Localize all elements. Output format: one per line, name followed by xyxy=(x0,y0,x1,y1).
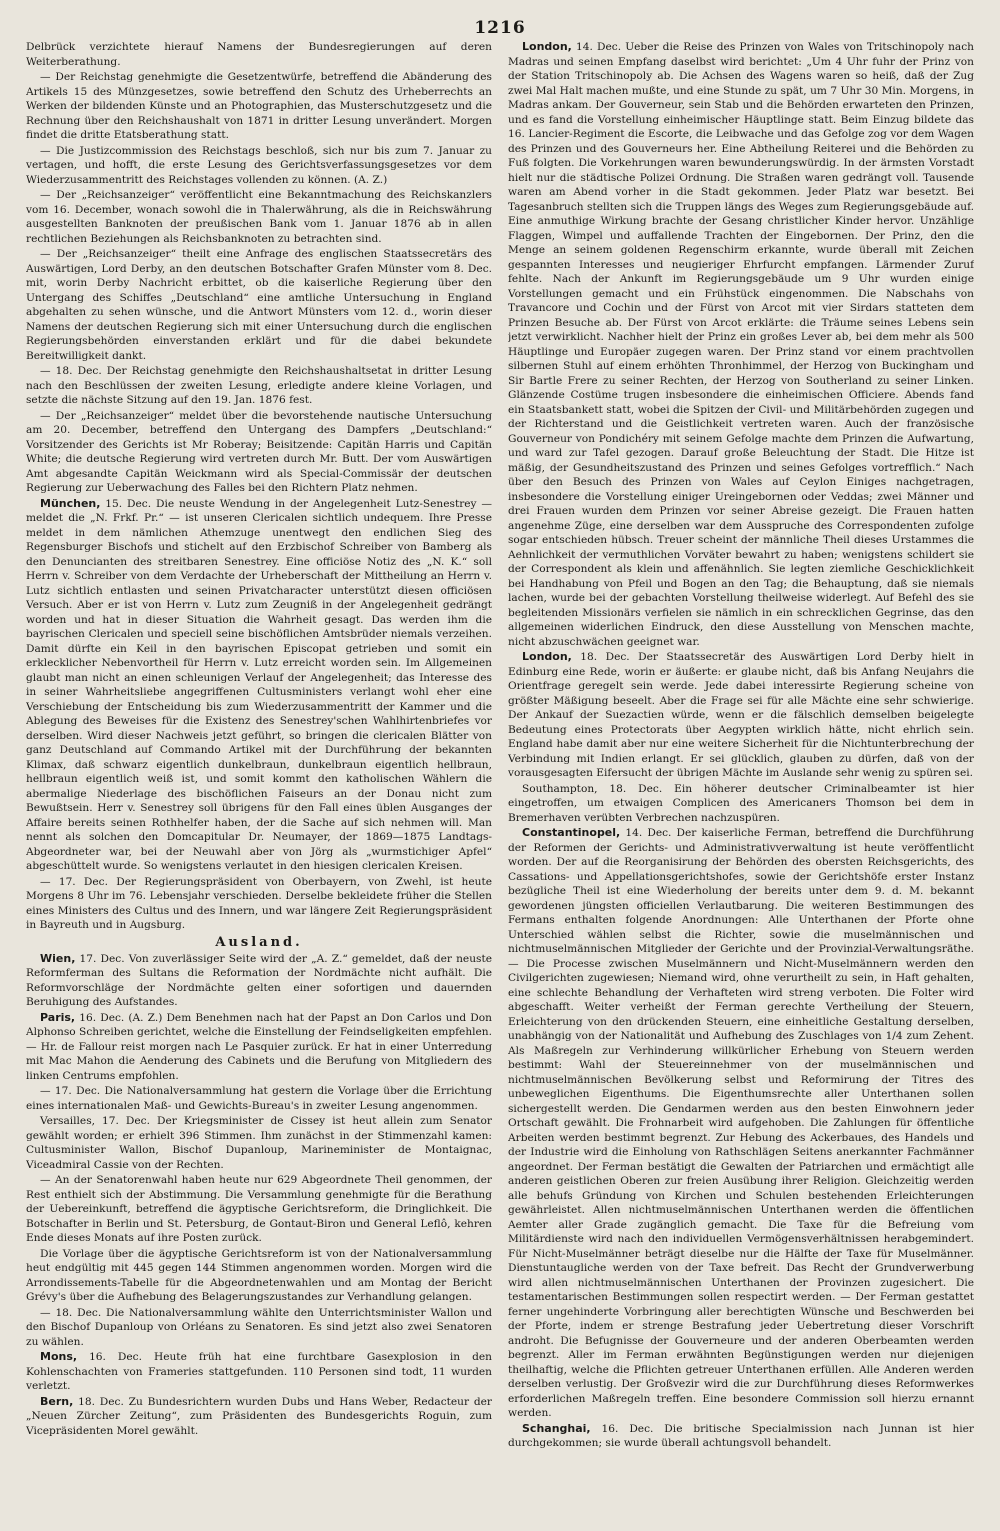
article-text: 17. Dec. Von zuverlässiger Seite wird der „A. Z.“ gemeldet, daß der neuste Reformferman des Sultans die Reformation der Nordmächte nicht aufhält. Die Reformvorschläge der Nordmächte gelten einer sofortigen und dauernden Beruhigung des Aufstandes. xyxy=(26,952,492,1008)
article-paragraph xyxy=(26,40,492,69)
article-text: — An der Senatorenwahl haben heute nur 629 Abgeordnete Theil genommen, der Rest enthielt sich der Abstimmung. Die Versammlung genehmigte für die Berathung der Uebereinkunft, betreffend die ägyptische Gerichtsreform, die Dringlichkeit. Die Botschafter in Berlin und St. Petersburg, de Gontaut-Biron und General Leflô, kehren Ende dieses Monats auf ihre Posten zurück. xyxy=(26,1174,492,1244)
article-paragraph xyxy=(26,1084,492,1113)
article-dateline: Mons, xyxy=(40,1350,78,1363)
article-paragraph xyxy=(26,1173,492,1246)
article-text: — Die Justizcommission des Reichstags beschloß, sich nur bis zum 7. Januar zu vertagen, und hofft, die erste Lesung des Gerichtsverfassungsgesetzes vor dem Wiederzusammentritt des Reichstages vollenden zu können. (A. Z.) xyxy=(26,144,492,186)
article-paragraph xyxy=(26,952,492,1010)
article-dateline: München, xyxy=(40,496,101,510)
article-text: 18. Dec. Der Staatssecretär des Auswärtigen Lord Derby hielt in Edinburg eine Rede, worin er äußerte: er glaube nicht, daß bis Anfang Neujahrs die Orientfrage geregelt sein werde. Jede dabei interessirte Regierung scheine von größter Mäßigung beseelt. Aber die Frage sei für alle Mächte eine sehr schwierige. Der Ankauf der Suezactien würde, wenn er die fälschlich demselben beigelegte Bedeutung eines Protectorats über Aegypten wirklich hätte, nicht ehrlich sein. England habe damit aber nur eine weitere Sicherheit für die Nichtunterbrechung der Verbindung mit Indien erlangt. Er sei glücklich, glauben zu dürfen, daß von der vorausgesagten Eifersucht der übrigen Mächte im Auslande sehr wenig zu spüren sei. xyxy=(508,651,974,779)
article-text: — 17. Dec. Die Nationalversammlung hat gestern die Vorlage über die Errichtung eines internationalen Maß- und Gewichts-Bureau's in zweiter Lesung angenommen. xyxy=(26,1085,492,1112)
article-text: 16. Dec. Heute früh hat eine furchtbare Gasexplosion in den Kohlenschachten von Frameries stattgefunden. 110 Personen sind todt, 11 wurden verletzt. xyxy=(26,1351,492,1392)
article-paragraph xyxy=(26,70,492,143)
article-text: 15. Dec. Die neuste Wendung in der Angelegenheit Lutz-Senestrey — meldet die „N. Frkf. Pr.“ — ist unseren Clericalen sichtlich undequem. Ihre Presse meldet in dem nämlichen Athemzuge unentwegt den endlichen Sieg des Regensburger Bischofs und stichelt auf den Erzbischof Schreiber von Bamberg als den Denuncianten des streitbaren Senestrey. Eine officiöse Notiz des „N. K.“ soll Herrn v. Schreiber von dem Verdachte der Urheberschaft der Mittheilung an Herrn v. Lutz sichtlich entlasten und seinen Privatcharacter unterstützt diesen officiösen Versuch. Aber er ist von Herrn v. Lutz zum Zeugniß in der Angelegenheit gedrängt worden und hat in dieser Situation die Wahrheit gesagt. Das werden ihm die bayrischen Clericalen und speciell seine bischöflichen Amtsbrüder niemals verzeihen. Damit dürfte ein Keil in den bayrischen Episcopat getrieben und somit ein erklecklicher Nebenvortheil für Herrn v. Lutz erreicht worden sein. Im Allgemeinen glaubt man nicht an einen schleunigen Verlauf der Angelegenheit; das Interesse des in seiner Wahrheitsliebe angegriffenen Cultusministers verlangt wohl eher eine Verschiebung der Entscheidung bis zum Wiederzusammentritt der Kammer und die Ablegung des Beweises für die Existenz des Senestrey'schen Wahlhirtenbriefes vor derselben. Wird dieser Nachweis jetzt geführt, so bringen die clericalen Blätter von ganz Deutschland auf Commando Artikel mit der Durchführung der bekannten Klimax, daß schwarz eigentlich dunkelbraun, dunkelbraun eigentlich hellbraun, hellbraun eigentlich weiß ist, und somit kommt den katholischen Wählern die abermalige Niederlage des bischöflichen Faiseurs an der Donau nicht zum Bewußtsein. Herr v. Senestrey soll übrigens für den Fall eines üblen Ausganges der Affaire bereits seinen Rothhelfer haben, der die Sache auf sich nehmen will. Man nennt als solchen den Domcapitular Dr. Neumayer, der 1869—1875 Landtags-Abgeordneter war, bei der Neuwahl aber von Jörg als „wurmstichiger Apfel“ abgeschüttelt wurde. So wenigstens verlautet in den hiesigen clericalen Kreisen. xyxy=(26,497,492,872)
article-dateline: Bern, xyxy=(40,1394,74,1408)
article-text: — Der „Reichsanzeiger“ veröffentlicht eine Bekanntmachung des Reichskanzlers vom 16. December, wonach sowohl die in Thalerwährung, als die in Reichswährung ausgestellten Banknoten der preußischen Bank vom 1. Januar 1876 ab in allen rechtlichen Beziehungen als Reichsbanknoten zu betrachten sind. xyxy=(26,189,492,245)
article-paragraph xyxy=(26,875,492,933)
columns xyxy=(26,40,974,1510)
article-paragraph xyxy=(26,247,492,363)
article-paragraph xyxy=(26,144,492,188)
article-paragraph xyxy=(508,1422,974,1451)
article-paragraph xyxy=(508,650,974,781)
article-text: — 17. Dec. Der Regierungspräsident von Oberbayern, von Zwehl, ist heute Morgens 8 Uhr im 76. Lebensjahr verschieden. Derselbe bekleidete früher die Stellen eines Ministers des Cultus und des Innern, und war längere Zeit Regierungspräsident in Bayreuth und in Augsburg. xyxy=(26,875,492,931)
article-paragraph xyxy=(26,1395,492,1439)
article-paragraph xyxy=(26,364,492,408)
article-paragraph xyxy=(26,1114,492,1172)
article-text: — 18. Dec. Der Reichstag genehmigte den Reichshaushaltsetat in dritter Lesung nach den Beschlüssen der zweiten Lesung, erledigte andere kleine Vorlagen, und setzte die nächste Sitzung auf den 19. Jan. 1876 fest. xyxy=(26,365,492,406)
article-paragraph xyxy=(508,40,974,649)
article-paragraph xyxy=(26,1247,492,1305)
left-column xyxy=(26,40,492,1510)
right-column xyxy=(508,40,974,1510)
article-paragraph xyxy=(26,1011,492,1084)
article-text: — 18. Dec. Die Nationalversammlung wählte den Unterrichtsminister Wallon und den Bischof Dupanloup von Orléans zu Senatoren. Es sind jetzt also zwei Senatoren zu wählen. xyxy=(26,1306,492,1348)
article-dateline: London, xyxy=(522,650,572,663)
article-paragraph xyxy=(26,409,492,496)
article-paragraph xyxy=(508,782,974,826)
article-dateline: Schanghai, xyxy=(522,1421,591,1435)
section-heading: Ausland. xyxy=(215,934,303,950)
article-dateline: Constantinopel, xyxy=(522,826,621,839)
article-text: Delbrück verzichtete hierauf Namens der Bundesregierungen auf deren Weiterberathung. xyxy=(26,41,492,68)
article-text: Die Vorlage über die ägyptische Gerichtsreform ist von der Nationalversammlung heut endgültig mit 445 gegen 144 Stimmen angenommen worden. Morgen wird die Arrondissements-Tabelle für die Abgeordnetenwahlen und am Montag der Bericht Grévy's über die Aufhebung des Belagerungszustandes zur Verhandlung gelangen. xyxy=(26,1247,492,1303)
article-text: — Der „Reichsanzeiger“ meldet über die bevorstehende nautische Untersuchung am 20. December, betreffend den Untergang des Dampfers „Deutschland:“ Vorsitzender des Gerichts ist Mr Roberay; Beisitzende: Capitän Harris und Capitän White; die deutsche Regierung wird vertreten durch Mr. Butt. Der vom Auswärtigen Amt abgesandte Capitän Weickmann wird als Special-Commissär der deutschen Regierung zur Ueberwachung des Falles bei den Richtern Platz nehmen. xyxy=(26,409,492,494)
article-paragraph xyxy=(26,1306,492,1350)
article-text: — Der Reichstag genehmigte die Gesetzentwürfe, betreffend die Abänderung des Artikels 15 des Münzgesetzes, sowie betreffend den Schutz des Urheberrechts an Werken der bildenden Künste und an Photographien, das Musterschutzgesetz und die Rechnung über den Reichshaushalt von 1871 in dritter Lesung unverändert. Morgen findet die dritte Etatsberathung statt. xyxy=(26,71,492,141)
article-paragraph xyxy=(26,188,492,246)
page-number: 1216 xyxy=(474,18,526,38)
article-text: 18. Dec. Zu Bundesrichtern wurden Dubs und Hans Weber, Redacteur der „Neuen Zürcher Zeitung“, zum Präsidenten des Bundesgerichts Roguin, zum Vicepräsidenten Morel gewählt. xyxy=(26,1395,492,1437)
article-text: 14. Dec. Ueber die Reise des Prinzen von Wales von Tritschinopoly nach Madras und seinen Empfang daselbst wird berichtet: „Um 4 Uhr fuhr der Prinz von der Station Tritschinopoly ab. Die Achsen des Wagens waren so heiß, daß der Zug zwei Mal Halt machen mußte, und eine Stunde zu spät, um 7 Uhr 30 Min. Morgens, in Madras ankam. Der Gouverneur, sein Stab und die Behörden erwarteten den Prinzen, und es fand die Vorstellung einheimischer Häuptlinge statt. Beim Einzug bildete das 16. Lancier-Regiment die Escorte, die Leibwache und das Gefolge zog vor dem Wagen des Prinzen und des Gouverneurs her. Eine Abtheilung Reiterei und die Behörden zu Fuß folgten. Die Vorkehrungen waren bewunderungswürdig. In der ärmsten Vorstadt hielt nur die städtische Polizei Ordnung. Die Straßen waren gedrängt voll. Tausende waren am Abend vorher in die Stadt gekommen. Jeder Platz war besetzt. Bei Tagesanbruch stellten sich die Truppen längs des Weges zum Regierungsgebäude auf. Eine anmuthige Wirkung brachte der Gesang christlicher Kinder hervor. Unzählige Flaggen, Wimpel und auffallende Trachten der Eingebornen. Der Prinz, den die Menge an seinem goldenen Regenschirm erkannte, wurde überall mit Zeichen gespannten Interesses und neugieriger Ehrfurcht empfangen. Lärmender Zuruf fehlte. Nach der Ankunft im Regierungsgebäude um 9 Uhr wurden einige Vorstellungen gemacht und ein Frühstück eingenommen. Die Nabschahs von Travancore und Cochin und der Fürst von Arcot mit vier Sirdars statteten dem Prinzen Besuche ab. Der Fürst von Arcot erklärte: die Träume seines Lebens sein jetzt verwirklicht. Nachher hielt der Prinz ein großes Lever ab, bei dem mehr als 500 Häuptlinge und Europäer zugegen waren. Der Prinz stand vor einem prachtvollen silbernen Stuhl auf einem erhöhten Thronhimmel, der Herzog von Buckingham und Sir Bartle Frere zu seiner Rechten, der Herzog von Southerland zu seiner Linken. Glänzende Costüme trugen insbesondere die einheimischen Officiere. Abends fand ein Staatsbankett statt, wobei die Spitzen der Civil- und Militärbehörden zugegen und der Richterstand und die Geistlichkeit vertreten waren. Auch der französische Gouverneur von Pondichéry mit seinem Gefolge machte dem Prinzen die Aufwartung, und ward zur Tafel gezogen. Darauf große Beleuchtung der Stadt. Die Hitze ist mäßig, der Gesundheitszustand des Prinzen und seines Gefolges vortrefflich.“ Nach über den Besuch des Prinzen von Wales auf Ceylon Einiges nachgetragen, insbesondere die Vorstellung einiger Ureingebornen oder Veddas; zwei Männer und drei Frauen wurden dem Prinzen vor seiner Abreise gezeigt. Die Frauen hatten angenehme Züge, eine derselben war dem Ausspruche des Correspondenten zufolge sogar entschieden hübsch. Treuer scheint der männliche Theil dieses Urstammes die Aehnlichkeit der vermuthlichen Vorväter bewahrt zu haben; wenigstens schildert sie der Correspondent als klein und affenähnlich. Sie legten ziemliche Geschicklichkeit bei Handhabung von Pfeil und Bogen an den Tag; die Behauptung, daß sie niemals lachen, wurde bei der gebachten Vorstellung theilweise widerlegt. Auf Befehl des sie begleitenden Missionärs verfielen sie nämlich in ein schrecklichen Gegrinse, das den allgemeinen widerlichen Eindruck, den diese Ausstellung von Menschen machte, nicht abzuschwächen geeignet war. xyxy=(508,41,974,648)
article-paragraph xyxy=(508,826,974,1421)
article-text: 16. Dec. (A. Z.) Dem Benehmen nach hat der Papst an Don Carlos und Don Alphonso Schreiben gerichtet, welche die Einstellung der Feindseligkeiten empfehlen. — Hr. de Fallour reist morgen nach Le Pasquier zurück. Er hat in einer Unterredung mit Mac Mahon die Aenderung des Cabinets und die Berufung von Mitgliedern des linken Centrums empfohlen. xyxy=(26,1011,492,1082)
article-paragraph xyxy=(26,497,492,874)
article-dateline: Wien, xyxy=(40,951,76,965)
article-text: Versailles, 17. Dec. Der Kriegsminister de Cissey ist heut allein zum Senator gewählt worden; er erhielt 396 Stimmen. Ihm zunächst in der Stimmenzahl kamen: Cultusminister Wallon, Bischof Dupanloup, Marineminister de Montaignac, Viceadmiral Cassie von der Rechten. xyxy=(26,1115,492,1171)
article-text: Southampton, 18. Dec. Ein höherer deutscher Criminalbeamter ist hier eingetroffen, um etwaigen Complicen des Americaners Thomson bei dem in Bremerhaven verübten Verbrechen nachzuspüren. xyxy=(508,782,974,824)
article-text: 14. Dec. Der kaiserliche Ferman, betreffend die Durchführung der Reformen der Gerichts- und Administrativverwaltung ist heute veröffentlicht worden. Der auf die Reorganisirung der Behörden des obersten Reichsgerichts, des Cassations- und Appellationsgerichtshofes, sowie der Gerichtshöfe erster Instanz bezügliche Theil ist eine Wiederholung der bereits unter dem 9. d. M. bekannt gewordenen jüngsten officiellen Verlautbarung. Die weiteren Bestimmungen des Fermans enthalten folgende Anordnungen: Alle Unterthanen der Pforte ohne Unterschied wählen selbst die Richter, sowie die muselmännischen und nichtmuselmännischen Mitglieder der Gerichte und der Provinzial-Verwaltungsräthe. — Die Processe zwischen Muselmännern und Nicht-Muselmännern werden den Civilgerichten zugewiesen; Niemand wird, ohne verurtheilt zu sein, in Haft gehalten, eine schlechte Behandlung der Verhafteten wird streng verboten. Die Folter wird abgeschafft. Weiter verheißt der Ferman gerechte Vertheilung der Steuern, Erleichterung von den drückenden Steuern, eine einheitliche Gestaltung derselben, unabhängig von der Nationalität und Aufhebung des Zuschlages von 1/4 zum Zehent. Als Maßregeln zur Verhinderung willkürlicher Erhebung von Steuern werden bestimmt: Wahl der Steuereinnehmer von der muselmännischen und nichtmuselmännischen Bevölkerung selbst und Reformirung der Titres des unbeweglichen Eigenthums. Die Eigenthumsrechte aller Unterthanen sollen sichergestellt werden. Die Gendarmen werden aus den besten Einwohnern jeder Ortschaft gewählt. Die Frohnarbeit wird aufgehoben. Die Zahlungen für öffentliche Arbeiten werden bestimmt begrenzt. Zur Hebung des Ackerbaues, des Handels und der Industrie wird die Einholung von Rathschlägen Seitens anerkannter Fachmänner angeordnet. Der Ferman bestätigt die Gewalten der Patriarchen und ermächtigt alle anderen geistlichen Oberen zur freien Ausübung ihrer Religion. Gleichzeitig werden alle behufs Gründung von Kirchen und Schulen bestehenden Erleichterungen gewährleistet. Allen nichtmuselmännischen Unterthanen werden die öffentlichen Aemter aller Grade zugänglich gemacht. Die Taxe für die Befreiung vom Militärdienste wird nach den individuellen Vermögensverhältnissen herabgemindert. Für Nicht-Muselmänner beträgt dieselbe nur die Hälfte der Taxe für Muselmänner. Dienstuntaugliche werden von der Taxe befreit. Das Recht der Grundverwerbung wird allen nichtmuselmännischen Unterthanen der Provinzen zugesichert. Die testamentarischen Bestimmungen sollen respectirt werden. — Der Ferman gestattet ferner ungehinderte Vorbringung aller berechtigten Wünsche und Beschwerden bei der Pforte, indem er strenge Bestrafung jeder Uebertretung dieser Vorschrift androht. Die Befugnisse der Gouverneure und der anderen Oberbeamten werden begrenzt. Aller im Ferman erwähnten Begünstigungen werden nur diejenigen theilhaftig, welche die Pflichten getreuer Unterthanen erfüllen. Alle Anderen werden derselben verlustig. Der Großvezir wird die zur Durchführung dieses Reformwerkes erforderlichen Maßregeln treffen. Eine besondere Commission soll hierzu ernannt werden. xyxy=(508,827,974,1419)
article-dateline: Paris, xyxy=(40,1010,76,1024)
article-dateline: London, xyxy=(522,40,572,53)
article-text: 16. Dec. Die britische Specialmission nach Junnan ist hier durchgekommen; sie wurde überall achtungsvoll behandelt. xyxy=(508,1422,974,1449)
article-paragraph xyxy=(26,1350,492,1394)
article-text: — Der „Reichsanzeiger“ theilt eine Anfrage des englischen Staatssecretärs des Auswärtigen, Lord Derby, an den deutschen Botschafter Grafen Münster vom 8. Dec. mit, worin Derby Nachricht erbittet, ob die kaiserliche Regierung über den Untergang des Schiffes „Deutschland“ eine amtliche Untersuchung in England abgehalten zu sehen wünsche, und die Antwort Münsters vom 12. d., worin dieser Namens der deutschen Regierung sich mit einer Untersuchung durch die englischen Regierungsbehörden einverstanden erklärt und für die dabei bekundete Bereitwilligkeit dankt. xyxy=(26,248,492,362)
